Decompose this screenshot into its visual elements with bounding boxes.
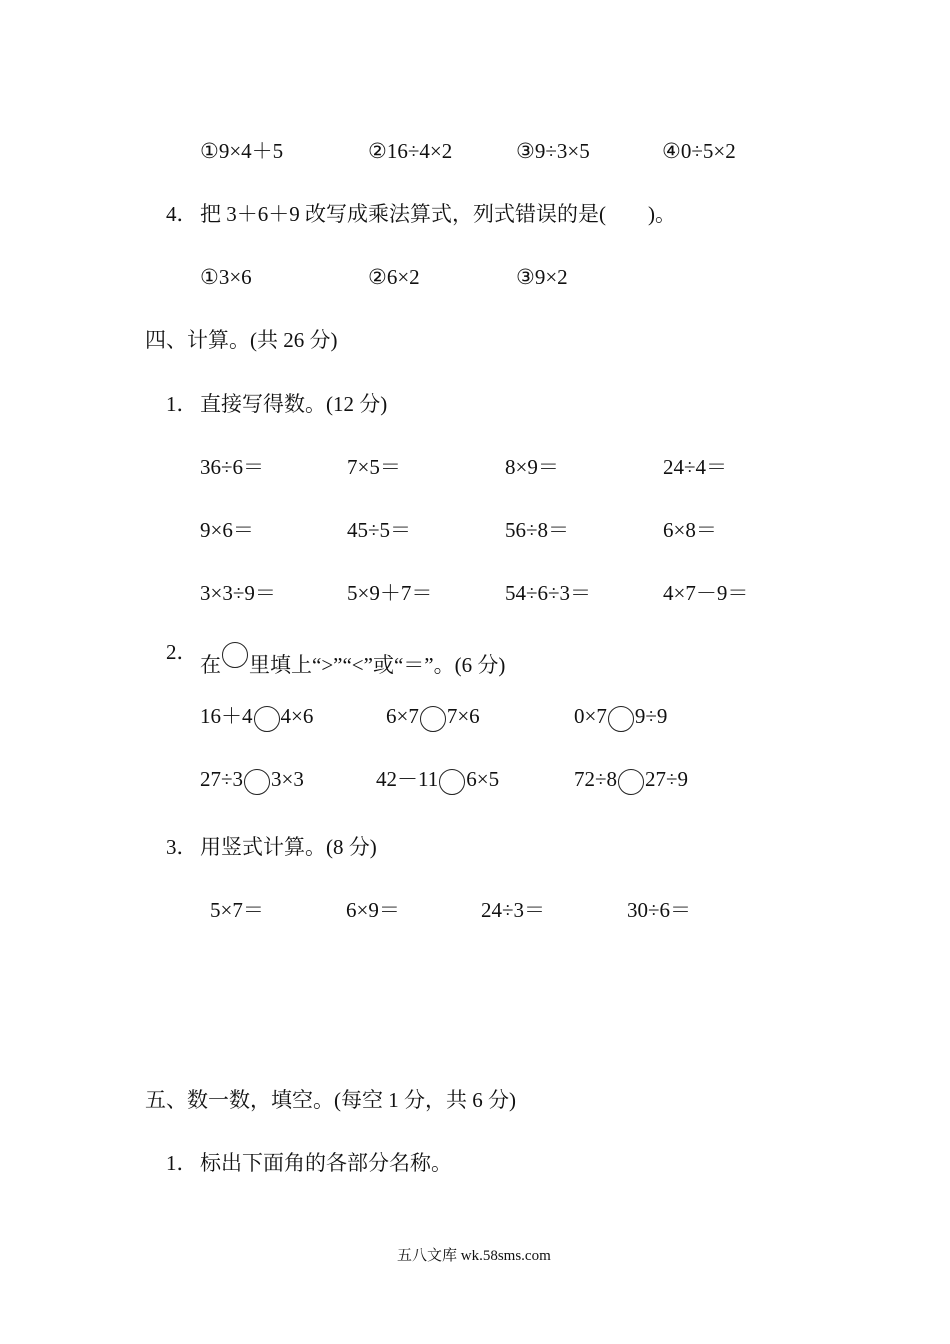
section4-title: 四、计算。(共 26 分) xyxy=(145,328,338,352)
s4-q3-title: 用竖式计算。(8 分) xyxy=(200,835,377,859)
compare-left: 6×7 xyxy=(386,704,419,728)
vertical-calc-item: 24÷3＝ xyxy=(481,898,546,922)
s4-q2-title-after: 里填上“>”“<”或“＝”。(6 分) xyxy=(249,653,506,677)
calc-item: 4×7－9＝ xyxy=(663,581,749,605)
compare-left: 42－11 xyxy=(376,767,439,791)
calc-item: 7×5＝ xyxy=(347,455,401,479)
compare-left: 0×7 xyxy=(574,704,607,728)
s4-q1-title: 直接写得数。(12 分) xyxy=(200,392,388,416)
q4-stem: 把 3＋6＋9 改写成乘法算式，列式错误的是( )。 xyxy=(200,202,676,226)
s4-q2-number: 2． xyxy=(166,640,198,664)
compare-circle[interactable] xyxy=(439,769,465,795)
q4-option-2: ②6×2 xyxy=(368,265,420,289)
compare-item xyxy=(200,706,313,732)
footer-watermark: 五八文库 wk.58sms.com xyxy=(397,1248,551,1264)
calc-item: 36÷6＝ xyxy=(200,455,265,479)
q4-option-3: ③9×2 xyxy=(516,265,568,289)
q3-option-3: ③9÷3×5 xyxy=(516,139,590,163)
compare-right: 4×6 xyxy=(280,704,314,728)
compare-circle[interactable] xyxy=(618,769,644,795)
q3-option-4: ④0÷5×2 xyxy=(662,139,736,163)
compare-item xyxy=(376,769,499,795)
compare-right: 7×6 xyxy=(446,704,480,728)
compare-left: 72÷8 xyxy=(574,767,618,791)
calc-item: 24÷4＝ xyxy=(663,455,728,479)
calc-item: 5×9＋7＝ xyxy=(347,581,433,605)
calc-item: 6×8＝ xyxy=(663,518,717,542)
q3-option-1: ①9×4＋5 xyxy=(200,139,284,163)
compare-right: 27÷9 xyxy=(645,767,689,791)
calc-item: 56÷8＝ xyxy=(505,518,570,542)
s4-q2-title-before: 在 xyxy=(200,653,221,677)
q3-option-2: ②16÷4×2 xyxy=(368,139,453,163)
section5-title: 五、数一数，填空。(每空 1 分，共 6 分) xyxy=(145,1088,516,1112)
calc-item: 3×3÷9＝ xyxy=(200,581,276,605)
compare-circle[interactable] xyxy=(254,706,280,732)
q4-number: 4． xyxy=(166,202,198,226)
compare-right: 9÷9 xyxy=(634,704,668,728)
compare-item xyxy=(574,706,667,732)
compare-left: 27÷3 xyxy=(200,767,244,791)
s5-q1-title: 标出下面角的各部分名称。 xyxy=(200,1151,452,1175)
blank-circle-icon xyxy=(222,642,248,668)
compare-item xyxy=(386,706,480,732)
calc-item: 45÷5＝ xyxy=(347,518,412,542)
s4-q2-title xyxy=(200,642,505,676)
compare-item xyxy=(574,769,688,795)
s5-q1-number: 1． xyxy=(166,1151,198,1175)
vertical-calc-item: 5×7＝ xyxy=(210,898,264,922)
compare-left: 16＋4 xyxy=(200,704,253,728)
compare-circle[interactable] xyxy=(244,769,270,795)
vertical-calc-item: 6×9＝ xyxy=(346,898,400,922)
compare-right: 6×5 xyxy=(466,767,500,791)
compare-circle[interactable] xyxy=(420,706,446,732)
compare-circle[interactable] xyxy=(608,706,634,732)
calc-item: 9×6＝ xyxy=(200,518,254,542)
vertical-calc-item: 30÷6＝ xyxy=(627,898,692,922)
calc-item: 8×9＝ xyxy=(505,455,559,479)
q4-option-1: ①3×6 xyxy=(200,265,252,289)
s4-q1-number: 1． xyxy=(166,392,198,416)
s4-q3-number: 3． xyxy=(166,835,198,859)
calc-item: 54÷6÷3＝ xyxy=(505,581,592,605)
compare-right: 3×3 xyxy=(271,767,304,791)
compare-item xyxy=(200,769,304,795)
